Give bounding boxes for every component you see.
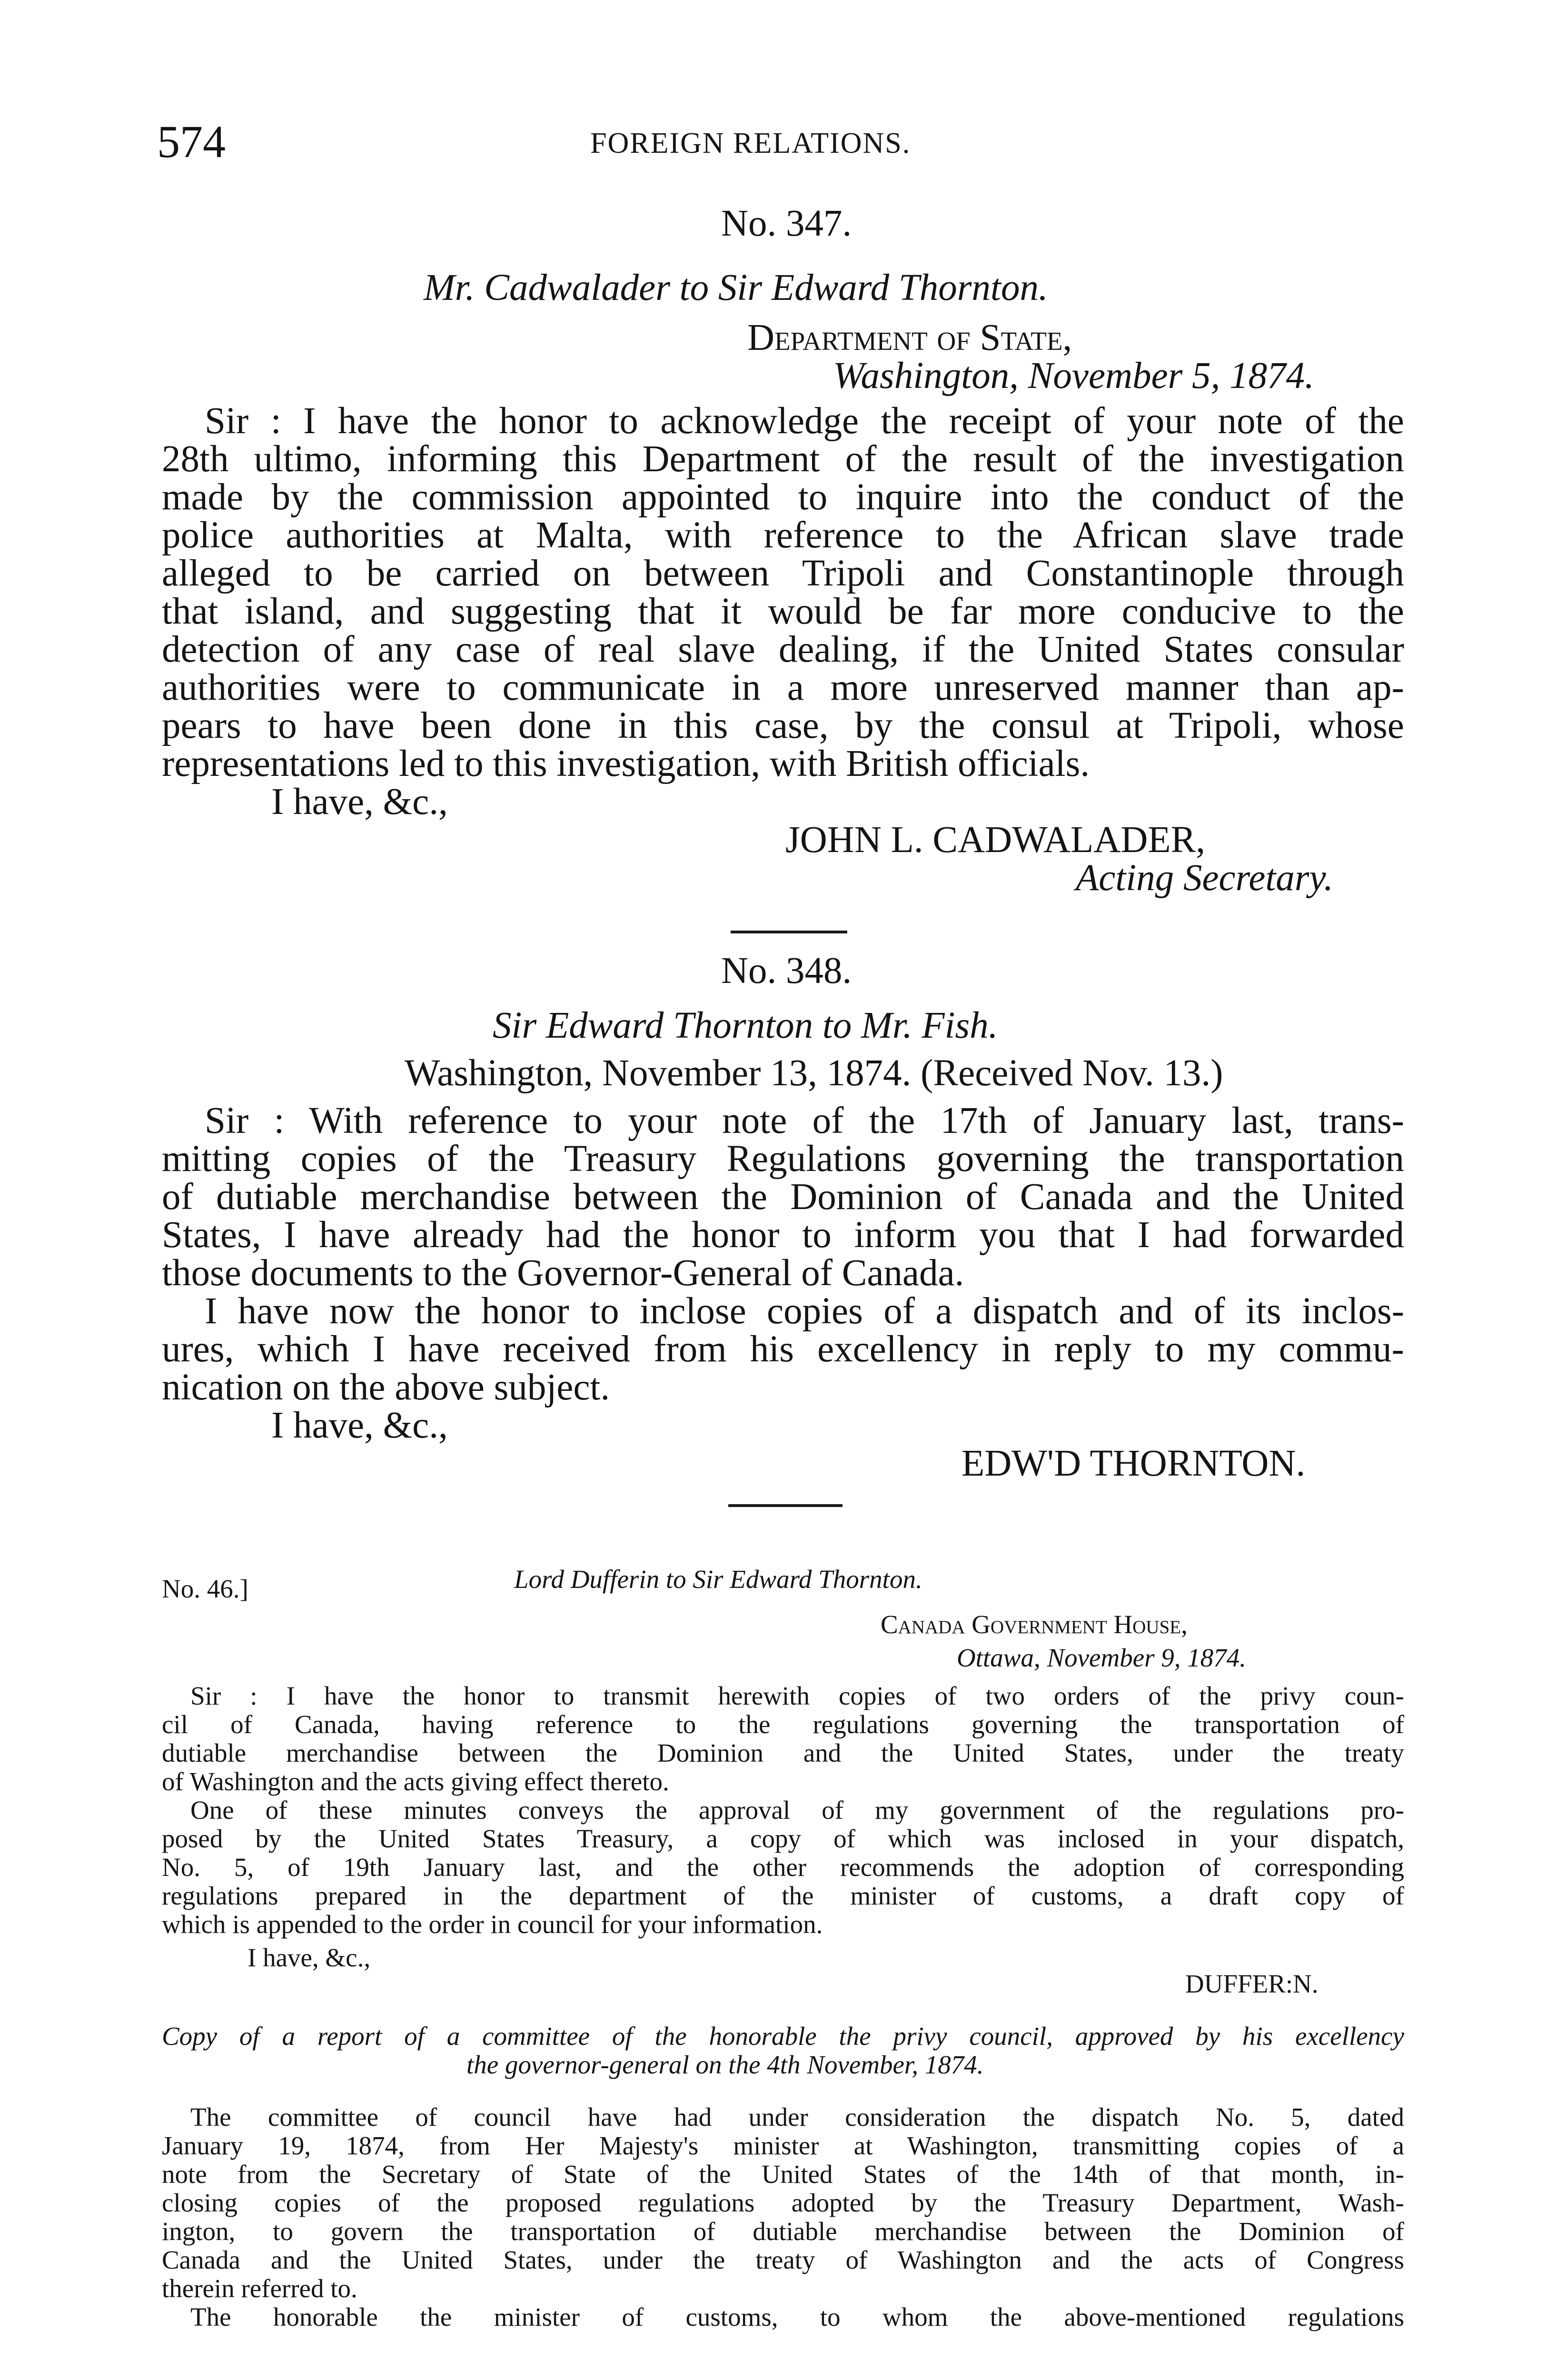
dateline: Washington, November 13, 1874. (Received Nov. 13.) — [405, 1052, 1223, 1094]
signature: DUFFER:N. — [1185, 1969, 1318, 1998]
body-line: police authorities at Malta, with reference to the African slave trade — [162, 515, 1404, 556]
body-line: One of these minutes conveys the approval of my government of the regulations pro- — [190, 1795, 1404, 1825]
letter-date: Washington, November 5, 1874. — [833, 355, 1314, 397]
body-line: which is appended to the order in council for your information. — [162, 1910, 823, 1939]
body-line: of dutiable merchandise between the Dominion of Canada and the United — [162, 1176, 1404, 1218]
running-title: FOREIGN RELATIONS. — [590, 127, 911, 159]
body-line: pears to have been done in this case, by the consul at Tripoli, whose — [162, 705, 1404, 746]
section-divider — [728, 1504, 842, 1507]
signature: JOHN L. CADWALADER, — [785, 819, 1206, 861]
closing: I have, &c., — [248, 1943, 371, 1972]
body-line: alleged to be carried on between Tripoli and Constantinople through — [162, 553, 1404, 594]
signature-title: Acting Secretary. — [1076, 857, 1334, 899]
body-line: mitting copies of the Treasury Regulations governing the transportation — [162, 1138, 1404, 1180]
body-line: The honorable the minister of customs, to whom the above-mentioned regulations — [190, 2302, 1404, 2331]
body-line: note from the Secretary of State of the United States of the 14th of that month, in- — [162, 2160, 1404, 2189]
section-divider — [731, 931, 847, 933]
document-number: No. 347. — [721, 203, 852, 244]
body-line: Sir : I have the honor to acknowledge the receipt of your note of the — [205, 400, 1404, 442]
body-line: authorities were to communicate in a more unreserved manner than ap- — [162, 667, 1404, 708]
body-line: therein referred to. — [162, 2274, 357, 2303]
report-heading: Copy of a report of a committee of the honorable the privy council, approved by his excellency — [162, 2022, 1404, 2051]
body-line: detection of any case of real slave dealing, if the United States consular — [162, 629, 1404, 670]
body-line: I have now the honor to inclose copies of a dispatch and of its inclos- — [205, 1290, 1404, 1332]
body-line: The committee of council have had under consideration the dispatch No. 5, dated — [190, 2102, 1404, 2132]
body-line: regulations prepared in the department of the minister of customs, a draft copy of — [162, 1881, 1404, 1910]
signature: EDW'D THORNTON. — [961, 1443, 1306, 1484]
body-line: January 19, 1874, from Her Majesty's minister at Washington, transmitting copies of a — [162, 2131, 1404, 2160]
inclosure-title: Lord Dufferin to Sir Edward Thornton. — [514, 1565, 922, 1594]
body-line: No. 5, of 19th January last, and the other recommends the adoption of corresponding — [162, 1853, 1404, 1882]
body-line: dutiable merchandise between the Dominion and the United States, under the treaty — [162, 1738, 1404, 1767]
document-number: No. 348. — [721, 950, 852, 992]
page-number: 574 — [157, 116, 226, 167]
body-line: 28th ultimo, informing this Department of the result of the investigation — [162, 438, 1404, 480]
body-line: Canada and the United States, under the treaty of Washington and the acts of Congress — [162, 2245, 1404, 2274]
body-line: Sir : I have the honor to transmit herewith copies of two orders of the privy coun- — [190, 1681, 1404, 1710]
body-line: Sir : With reference to your note of the 17th of January last, trans- — [205, 1100, 1404, 1141]
letter-date: Ottawa, November 9, 1874. — [957, 1643, 1247, 1672]
document-title: Mr. Cadwalader to Sir Edward Thornton. — [424, 267, 1048, 308]
closing: I have, &c., — [271, 781, 448, 823]
body-line: that island, and suggesting that it would be far more conducive to the — [162, 591, 1404, 632]
body-line: representations led to this investigation, with British officials. — [162, 743, 1090, 784]
body-line: ington, to govern the transportation of dutiable merchandise between the Dominion of — [162, 2217, 1404, 2246]
body-line: posed by the United States Treasury, a copy of which was inclosed in your dispatch, — [162, 1824, 1404, 1853]
body-line: ures, which I have received from his excellency in reply to my commu- — [162, 1329, 1404, 1370]
body-line: cil of Canada, having reference to the regulations governing the transportation of — [162, 1710, 1404, 1739]
sender-place: Department of State, — [747, 317, 1072, 358]
body-line: made by the commission appointed to inquire into the conduct of the — [162, 476, 1404, 518]
body-line: of Washington and the acts giving effect thereto. — [162, 1767, 669, 1796]
body-line: closing copies of the proposed regulations adopted by the Treasury Department, Wash- — [162, 2188, 1404, 2217]
report-heading: the governor-general on the 4th November, 1874. — [466, 2050, 984, 2079]
sender-place: Canada Government House, — [881, 1610, 1188, 1639]
document-title: Sir Edward Thornton to Mr. Fish. — [493, 1005, 998, 1046]
closing: I have, &c., — [271, 1405, 448, 1446]
body-line: nication on the above subject. — [162, 1367, 610, 1408]
body-line: States, I have already had the honor to inform you that I had forwarded — [162, 1214, 1404, 1256]
body-line: those documents to the Governor-General of Canada. — [162, 1252, 964, 1294]
inclosure-number: No. 46.] — [162, 1574, 248, 1603]
